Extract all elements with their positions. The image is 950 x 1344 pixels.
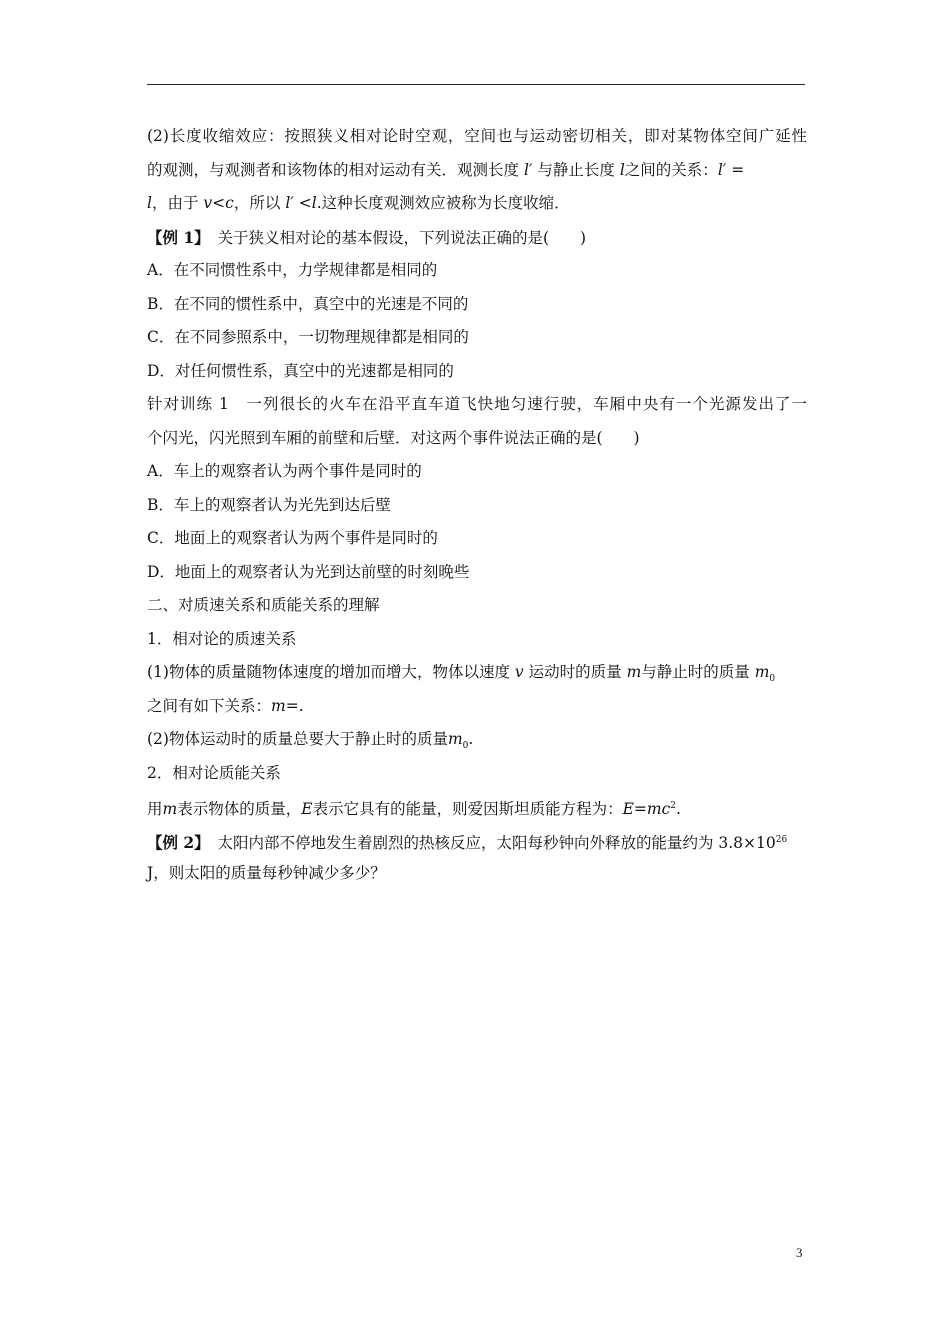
mass-velocity-p1-line2: 之间有如下关系：m=. xyxy=(147,696,304,715)
example1-option-c: C．在不同参照系中，一切物理规律都是相同的 xyxy=(147,328,469,346)
mass-energy-p3: 用m表示物体的质量，E表示它具有的能量，则爱因斯坦质能方程为：$E=mc^2$. xyxy=(147,800,681,819)
mass-velocity-p2: (2)物体运动时的质量总要大于静止时的质量$m_0$. xyxy=(147,730,474,752)
length-contraction-line1: (2)长度收缩效应：按照狭义相对论时空观，空间也与运动密切相关，即对某物体空间广延性 xyxy=(147,127,807,145)
section2-sub2: 2．相对论质能关系 xyxy=(147,763,281,782)
example1-option-d: D．对任何惯性系，真空中的光速都是相同的 xyxy=(147,361,454,380)
training1-line1: 针对训练 1 一列很长的火车在沿平直车道飞快地匀速行驶，车厢中央有一个光源发出了一 xyxy=(147,395,807,413)
example2-question: 【例 2】 太阳内部不停地发生着剧烈的热核反应，太阳每秒钟向外释放的能量约为 $3.8\times 10^{26}$ xyxy=(147,832,788,852)
example1-question: 【例 1】 关于狭义相对论的基本假设，下列说法正确的是( ) xyxy=(147,227,587,247)
page-number: 3 xyxy=(796,1245,803,1260)
example2-line2: J，则太阳的质量每秒钟减少多少？ xyxy=(147,864,386,882)
training1-line2: 个闪光，闪光照到车厢的前壁和后壁．对这两个事件说法正确的是( ) xyxy=(147,428,640,447)
length-contraction-line3: l，由于 v<c，所以 l′ <l.这种长度观测效应被称为长度收缩． xyxy=(147,194,570,212)
training1-option-b: B．车上的观察者认为光先到达后壁 xyxy=(147,495,391,514)
section2-sub1: 1．相对论的质速关系 xyxy=(147,629,297,648)
mass-velocity-p1-line1: (1)物体的质量随物体速度的增加而增大，物体以速度 v 运动时的质量 m与静止时的质量 $m_0$ xyxy=(147,663,776,685)
training1-option-d: D．地面上的观察者认为光到达前壁的时刻晚些 xyxy=(147,562,470,581)
training1-option-a: A．车上的观察者认为两个事件是同时的 xyxy=(147,462,422,480)
example1-option-b: B．在不同的惯性系中，真空中的光速是不同的 xyxy=(147,294,469,313)
header-rule xyxy=(147,84,805,85)
document-body xyxy=(147,120,807,891)
example1-option-a: A．在不同惯性系中，力学规律都是相同的 xyxy=(147,261,438,279)
length-contraction-line2: 的观测，与观测者和该物体的相对运动有关．观测长度 l′ 与静止长度 l之间的关系：l′ = xyxy=(147,160,745,179)
section2-heading: 二、对质速关系和质能关系的理解 xyxy=(147,596,380,614)
training1-option-c: C．地面上的观察者认为两个事件是同时的 xyxy=(147,529,438,547)
